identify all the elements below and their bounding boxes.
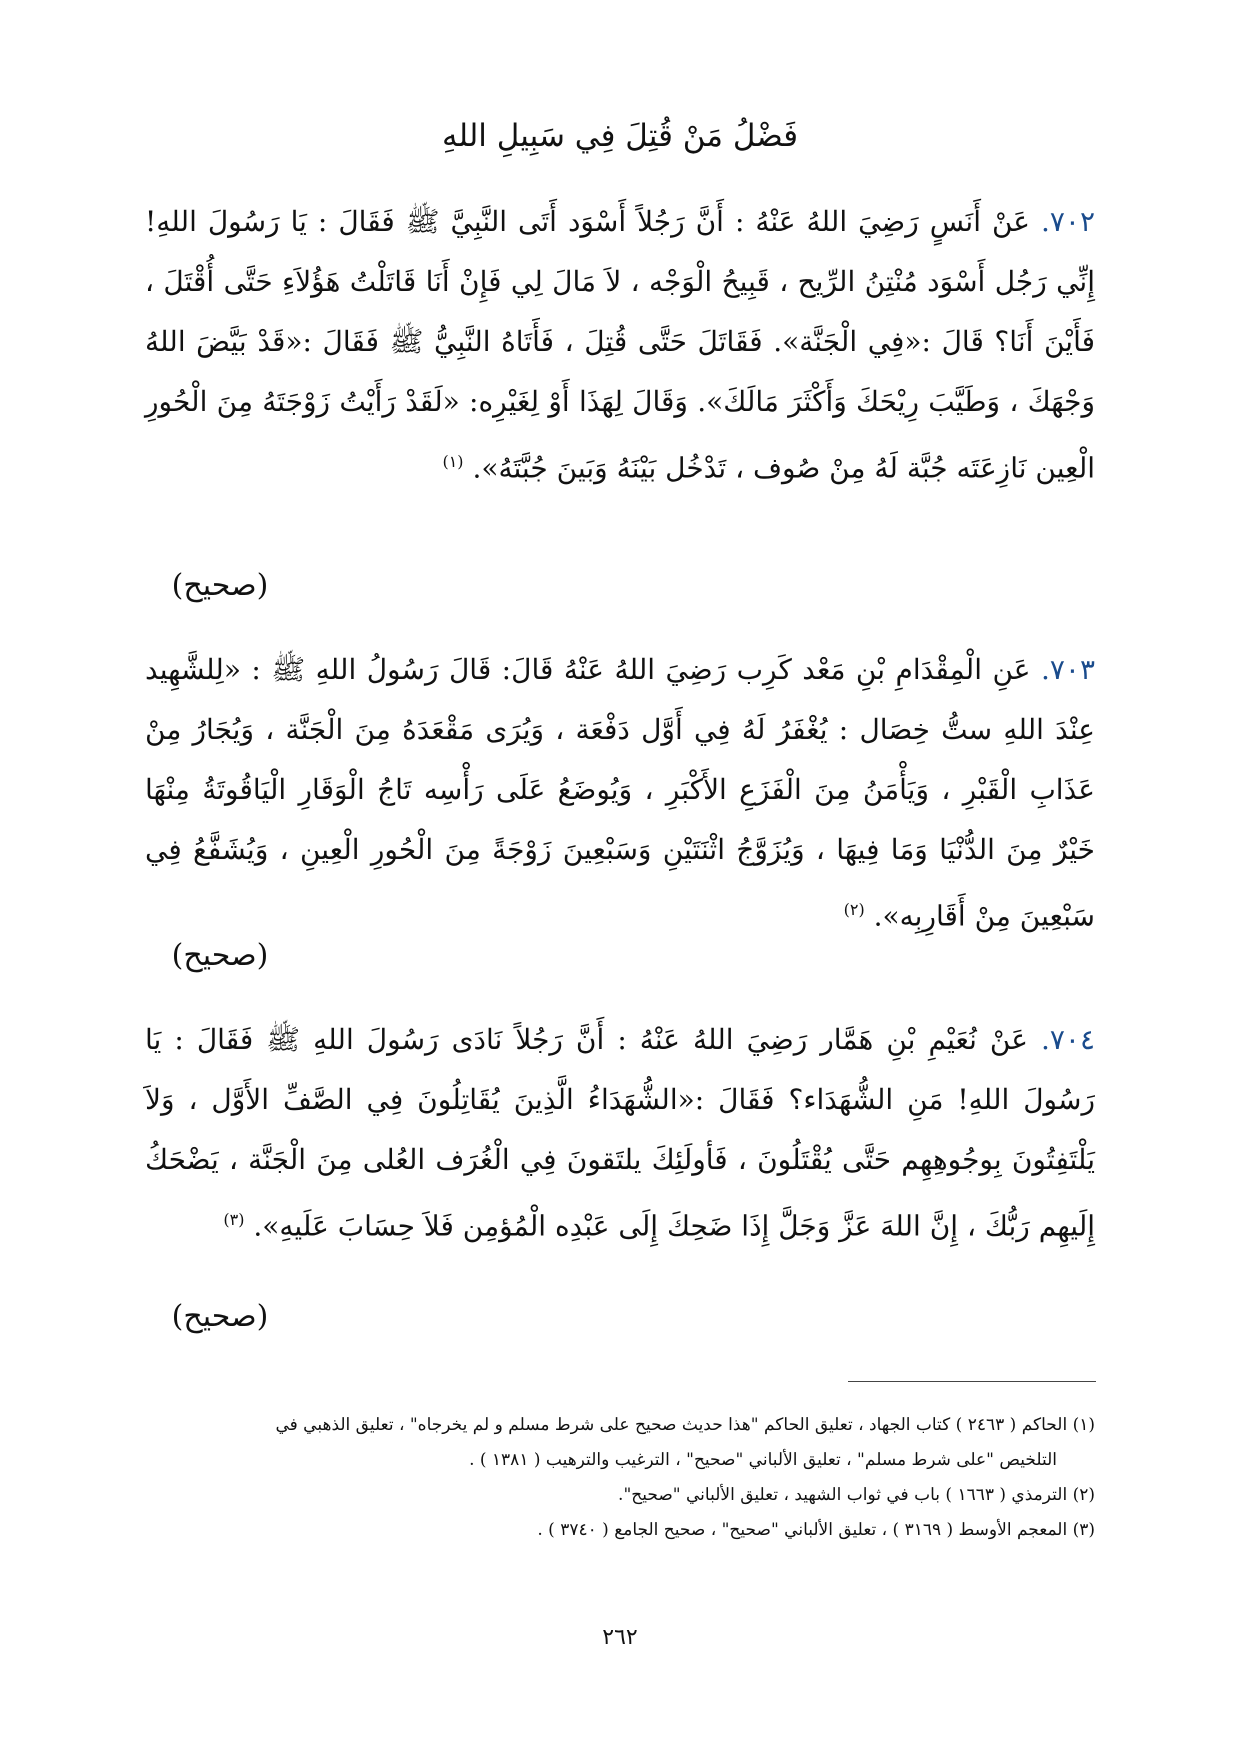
hadith-number: ٧٠٢. [1040,205,1095,238]
chapter-title: فَضْلُ مَنْ قُتِلَ فِي سَبِيلِ اللهِ [441,118,799,154]
footnote-1-continued: التلخيص "على شرط مسلم" ، تعليق الألباني "صحيح" ، الترغيب والترهيب ( ١٣٨١ ) . [469,1450,1057,1470]
footnote-2: (٢) الترمذي ( ١٦٦٣ ) باب في ثواب الشهيد ، تعليق الألباني "صحيح". [618,1485,1095,1505]
footnote-ref: (٣) [223,1210,245,1229]
page-number: ٢٦٢ [602,1625,638,1650]
hadith-703 [145,640,1095,946]
grade-label: (صحيح) [171,938,269,973]
footnote-3: (٣) المعجم الأوسط ( ٣١٦٩ ) ، تعليق الألباني "صحيح" ، صحيح الجامع ( ٣٧٤٠ ) . [537,1520,1095,1540]
hadith-704 [145,1010,1095,1256]
grade-label: (صحيح) [171,1299,269,1334]
footnotes [145,1408,1095,1548]
grade-label: (صحيح) [171,568,269,603]
footnote-divider [848,1381,1096,1382]
footnote-ref: (٢) [843,900,865,919]
hadith-number: ٧٠٣. [1040,653,1095,686]
hadith-text: عَنْ أَنَسٍ رَضِيَ اللهُ عَنْهُ : أَنَّ رَجُلاً أَسْوَد أَتَى النَّبِيَّ ﷺ فَقَالَ : يَا رَسُولَ اللهِ! إِنِّي رَجُل أَسْوَد مُنْتِنُ الرِّيح ، قَبِيحُ الْوَجْه ، لاَ مَالَ لِي فَإِنْ أَنَا قَاتَلْتُ هَؤُلاَءِ حَتَّى أُقْتَلَ ، فَأَيْنَ أَنَا؟ قَالَ :«فِي الْجَنَّة». فَقَاتَلَ حَتَّى قُتِلَ ، فَأَتَاهُ النَّبِيُّ ﷺ فَقَالَ :«قَدْ بَيَّضَ اللهُ وَجْهَكَ ، وَطَيَّبَ رِيْحَكَ وَأَكْثَرَ مَالَكَ». وَقَالَ لِهَذَا أَوْ لِغَيْرِه: «لَقَدْ رَأَيْتُ زَوْجَتَهُ مِنَ الْحُورِ الْعِين نَازِعَتَه جُبَّة لَهُ مِنْ صُوف ، تَدْخُل بَيْنَهُ وَبَينَ جُبَّتَهُ». [145,205,1095,485]
footnote-1: (١) الحاكم ( ٢٤٦٣ ) كتاب الجهاد ، تعليق الحاكم "هذا حديث صحيح على شرط مسلم و لم يخرجاه" ، تعليق الذهبي في [275,1415,1095,1435]
hadith-text: عَنْ نُعَيْمِ بْنِ هَمَّار رَضِيَ اللهُ عَنْهُ : أَنَّ رَجُلاً نَادَى رَسُولَ اللهِ ﷺ فَقَالَ : يَا رَسُولَ اللهِ! مَنِ الشُّهَدَاء؟ فَقَالَ :«الشُّهَدَاءُ الَّذِينَ يُقَاتِلُونَ فِي الصَّفِّ الأَوَّل ، وَلاَ يَلْتَفِتُونَ بِوجُوهِهِم حَتَّى يُقْتَلُونَ ، فَأولَئِكَ يلتَقونَ فِي الْغُرَف العُلى مِنَ الْجَنَّة ، يَضْحَكُ إِلَيهِم رَبُّكَ ، إِنَّ اللهَ عَزَّ وَجَلَّ إِذَا ضَحِكَ إِلَى عَبْدِه الْمُؤمِن فَلاَ حِسَابَ عَلَيهِ». [145,1023,1095,1243]
hadith-text: عَنِ الْمِقْدَامِ بْنِ مَعْد كَرِب رَضِيَ اللهُ عَنْهُ قَالَ: قَالَ رَسُولُ اللهِ ﷺ : «لِلشَّهِيد عِنْدَ اللهِ ستُّ خِصَال : يُغْفَرُ لَهُ فِي أَوَّل دَفْعَة ، وَيُرَى مَقْعَدَهُ مِنَ الْجَنَّة ، وَيُجَارُ مِنْ عَذَابِ الْقَبْرِ ، وَيَأْمَنُ مِنَ الْفَزَعِ الأَكْبَرِ ، وَيُوضَعُ عَلَى رَأْسِه تَاجُ الْوَقَارِ الْيَاقُوتَةُ مِنْهَا خَيْرٌ مِنَ الدُّنْيَا وَمَا فِيهَا ، وَيُزَوَّجُ اثْنَتَيْنِ وَسَبْعِينَ زَوْجَةً مِنَ الْحُورِ الْعِينِ ، وَيُشَفَّعُ فِي سَبْعِينَ مِنْ أَقَارِبِه». [145,653,1095,933]
hadith-702 [145,192,1095,498]
hadith-number: ٧٠٤. [1040,1023,1095,1056]
footnote-ref: (١) [442,452,464,471]
